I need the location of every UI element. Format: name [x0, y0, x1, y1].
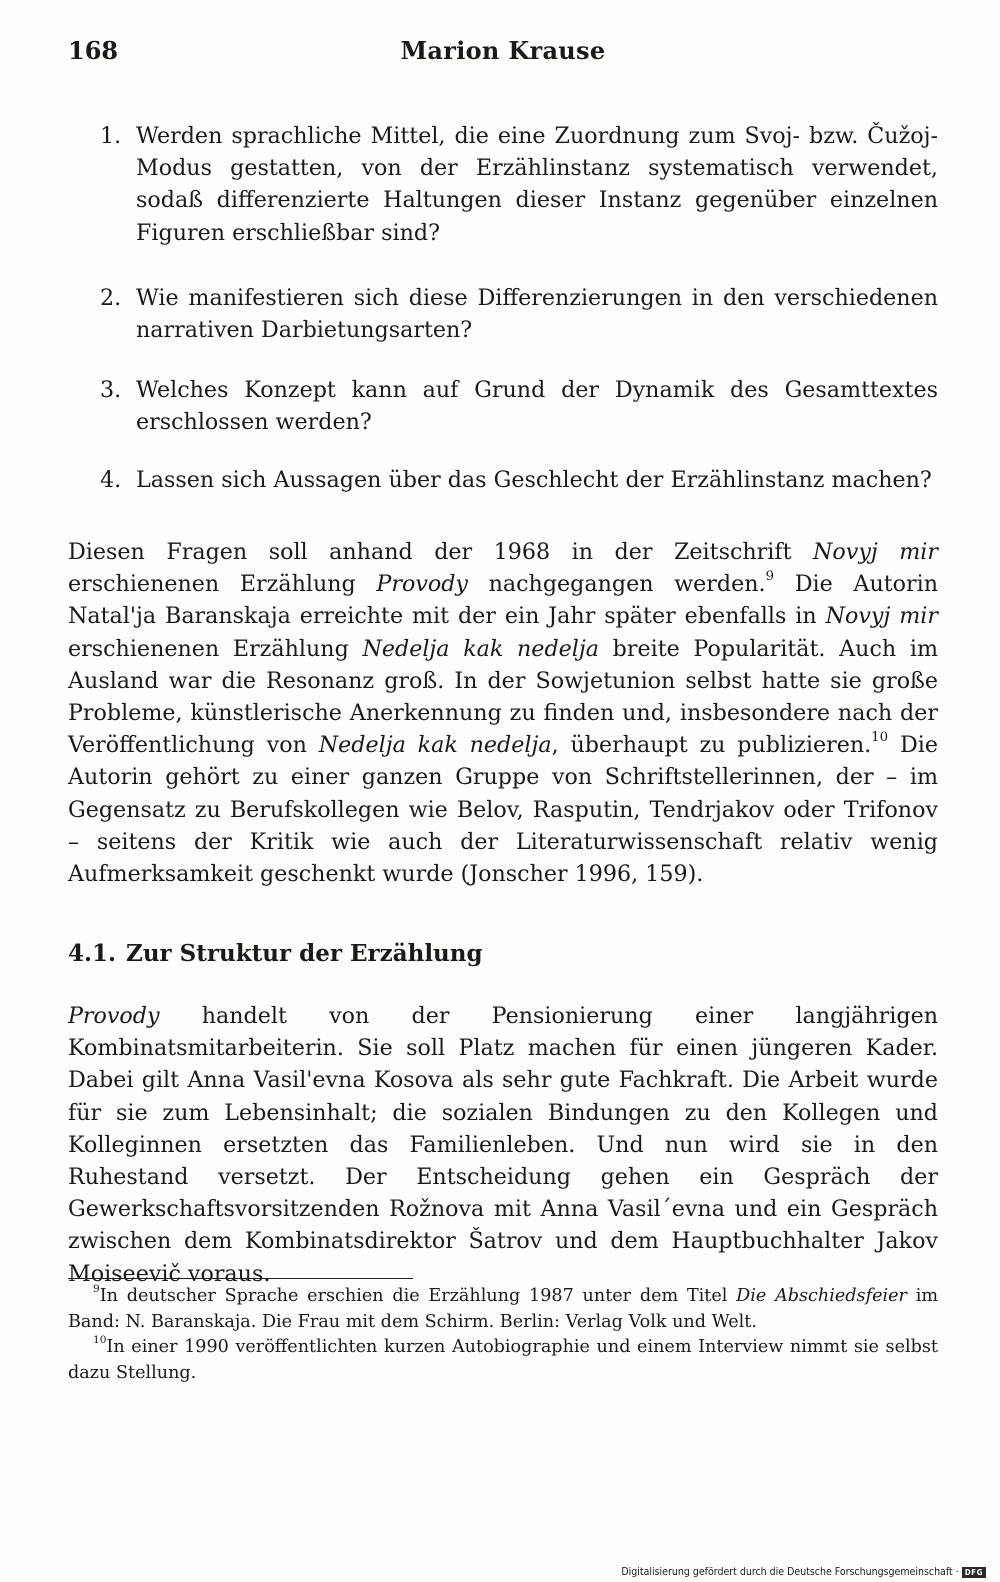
- footnotes: [68, 1284, 938, 1386]
- list-item: [68, 282, 938, 346]
- section-title: Zur Struktur der Erzählung: [126, 940, 483, 967]
- work-title: Provody: [68, 1003, 160, 1029]
- list-item-number: 1.: [100, 123, 122, 149]
- list-item-text: Wie manifestieren sich diese Differenzierungen in den verschiedenen narrativen Darbietungsarten?: [136, 285, 938, 344]
- footnote: $^9$In deutscher Sprache erschien die Erzählung 1987 unter dem Titel Die Abschiedsfeier im Band: N. Baranskaja. Die Frau mit dem Schirm. Berlin: Verlag Volk und Welt.: [68, 1283, 939, 1332]
- footnote-ref[interactable]: 9: [765, 569, 775, 585]
- footnote-mark: 10: [93, 1334, 107, 1347]
- digitization-text: Digitalisierung gefördert durch die Deutsche Forschungsgemeinschaft ·: [621, 1566, 959, 1578]
- list-item-number: 3.: [100, 377, 122, 403]
- page-header: [68, 36, 938, 66]
- list-item-text: Lassen sich Aussagen über das Geschlecht der Erzählinstanz machen?: [136, 467, 932, 493]
- work-title: Novyj mir: [813, 539, 938, 565]
- list-item-number: 2.: [100, 285, 122, 311]
- page-number: 168: [68, 36, 119, 65]
- body-paragraph: Provody handelt von der Pensionierung einer langjährigen Kombinatsmitarbeiterin. Sie soll Platz machen für einen jüngeren Kader. Dabei gilt Anna Vasil'evna Kosova als sehr gute Fachkraft. Die Arbeit wurde für sie zum Lebensinhalt; die sozialen Bindungen zu den Kollegen und Kolleginnen ersetzten das Familienleben. Und nun wird sie in den Ruhestand versetzt. Der Entscheidung gehen ein Gespräch der Gewerkschaftsvorsitzenden Rožnova mit Anna Vasil´evna und ein Gespräch zwischen dem Kombinatsdirektor Šatrov und dem Hauptbuchhalter Jakov Moiseevič voraus.: [68, 1003, 938, 1287]
- list-item-number: 4.: [100, 467, 122, 493]
- footnote-mark: 9: [93, 1283, 100, 1296]
- work-title: Nedelja kak nedelja: [318, 732, 552, 759]
- body-paragraph: Diesen Fragen soll anhand der 1968 in der Zeitschrift Novyj mir erschienenen Erzählung Provody nachgegangen werden.$^9$ Die Autorin Natal'ja Baranskaja erreichte mit der ein Jahr später ebenfalls in Novyj mir erschienenen Erzählung Nedelja kak nedelja breite Popularität. Auch im Ausland war die Resonanz groß. In der Sowjetunion selbst hatte sie große Probleme, künstlerische Anerkennung zu finden und, insbesondere nach der Veröffentlichung von Nedelja kak nedelja, überhaupt zu publizieren.$^{10}$ Die Autorin gehört zu einer ganzen Gruppe von Schriftstellerinnen, der – im Gegensatz zu Berufskollegen wie Belov, Rasputin, Tendrjakov oder Trifonov – seitens der Kritik wie auch der Literaturwissenschaft relativ wenig Aufmerksamkeit geschenkt wurde (Jonscher 1996, 159).: [68, 539, 938, 888]
- dfg-logo: DFG: [962, 1567, 986, 1578]
- work-title: Novyj mir: [825, 603, 938, 630]
- list-item: [68, 464, 938, 496]
- running-head: Marion Krause: [400, 36, 606, 65]
- list-item-text: Werden sprachliche Mittel, die eine Zuordnung zum Svoj- bzw. Čužoj-Modus gestatten, von der Erzählinstanz systematisch verwendet, sodaß differenzierte Haltungen dieser Instanz gegenüber einzelnen Figuren erschließbar sind?: [136, 123, 938, 246]
- footnote-ref[interactable]: 10: [871, 730, 889, 746]
- footnote: $^{10}$In einer 1990 veröffentlichten kurzen Autobiographie und einem Interview nimmt sie selbst dazu Stellung.: [68, 1334, 938, 1383]
- footnote-rule: [68, 1278, 413, 1279]
- list-item-text: Welches Konzept kann auf Grund der Dynamik des Gesamttextes erschlossen werden?: [136, 377, 938, 436]
- section-number: 4.1.: [68, 940, 117, 967]
- work-title: Nedelja kak nedelja: [362, 635, 599, 662]
- digitization-stamp: [621, 1566, 986, 1578]
- section-heading: [68, 940, 483, 967]
- list-item: [68, 120, 938, 249]
- work-title: Die Abschiedsfeier: [736, 1286, 907, 1306]
- work-title: Provody: [376, 571, 468, 598]
- list-item: [68, 374, 938, 438]
